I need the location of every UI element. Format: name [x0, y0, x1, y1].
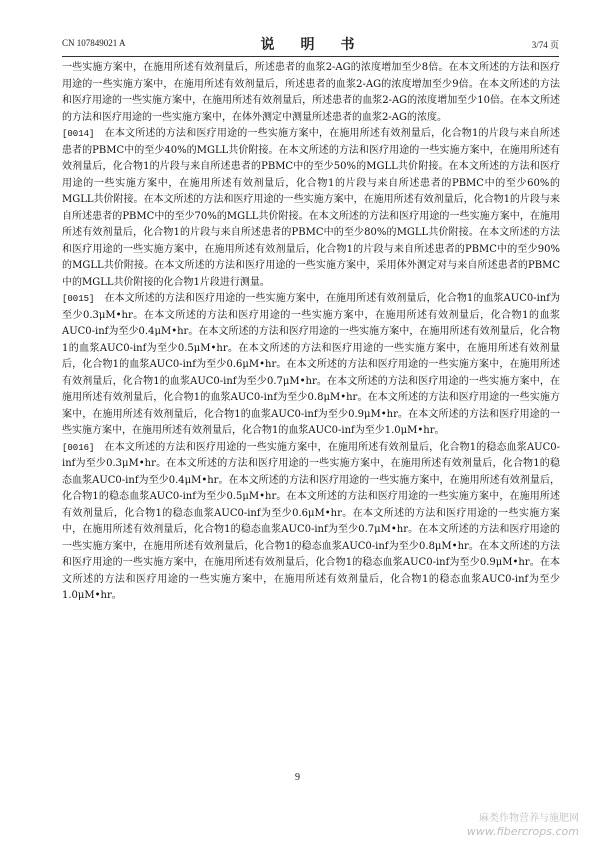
- paragraph-text: 在本文所述的方法和医疗用途的一些实施方案中，在施用所述有效剂量后，化合物1的稳态血浆AUC0-inf为至少0.3μM•hr。在本文所述的方法和医疗用途的一些实施方案中，在施用所述有效剂量后，化合物1的稳态血浆AUC0-inf为至少0.4μM•hr。在本文所述的方法和医疗用途的一些实施方案中，在施用所述有效剂量后，化合物1的稳态血浆AUC0-inf为至少0.5μM•hr。在本文所述的方法和医疗用途的一些实施方案中，在施用所述有效剂量后，化合物1的稳态血浆AUC0-inf为至少0.6μM•hr。在本文所述的方法和医疗用途的一些实施方案中，在施用所述有效剂量后，化合物1的稳态血浆AUC0-inf为至少0.7μM•hr。在本文所述的方法和医疗用途的一些实施方案中，在施用所述有效剂量后，化合物1的稳态血浆AUC0-inf为至少0.8μM•hr。在本文所述的方法和医疗用途的一些实施方案中，在施用所述有效剂量后，化合物1的稳态血浆AUC0-inf为至少0.9μM•hr。在本文所述的方法和医疗用途的一些实施方案中，在施用所述有效剂量后，化合物1的稳态血浆AUC0-inf为至少1.0μM•hr。: [62, 441, 560, 601]
- paragraph-0016: [62, 440, 560, 605]
- paragraph-number: [0016]: [62, 442, 95, 453]
- watermark: [467, 812, 579, 838]
- paragraph-continued: [62, 60, 560, 126]
- paragraph-number: [0014]: [62, 129, 95, 139]
- document-body: [62, 60, 560, 605]
- paragraph-0014: [62, 126, 560, 291]
- paragraph-0015: [62, 291, 560, 440]
- header-divider: [62, 56, 559, 57]
- patent-number: CN 107849021 A: [62, 38, 126, 48]
- watermark-name: 麻类作物营养与施肥网: [479, 813, 579, 824]
- page-header: [62, 34, 559, 52]
- watermark-url: www.fibercrops.com: [466, 825, 579, 838]
- paragraph-text: 一些实施方案中，在施用所述有效剂量后，所述患者的血浆2-AG的浓度增加至少8倍。在本文所述的方法和医疗用途的一些实施方案中，在施用所述有效剂量后，所述患者的血浆2-AG的浓度增加至少9倍。在本文所述的方法和医疗用途的一些实施方案中，在施用所述有效剂量后，所述患者的血浆2-AG的浓度增加至少10倍。在本文所述的方法和医疗用途的一些实施方案中，在体外测定中测量所述患者的血浆2-AG的浓度。: [62, 62, 560, 123]
- page-counter: 3/74 页: [531, 40, 559, 50]
- page-number: 9: [295, 772, 300, 783]
- paragraph-text: 在本文所述的方法和医疗用途的一些实施方案中，在施用所述有效剂量后，化合物1的血浆AUC0-inf为至少0.3μM•hr。在本文所述的方法和医疗用途的一些实施方案中，在施用所述有效剂量后，化合物1的血浆AUC0-inf为至少0.4μM•hr。在本文所述的方法和医疗用途的一些实施方案中，在施用所述有效剂量后，化合物1的血浆AUC0-inf为至少0.5μM•hr。在本文所述的方法和医疗用途的一些实施方案中，在施用所述有效剂量后，化合物1的血浆AUC0-inf为至少0.6μM•hr。在本文所述的方法和医疗用途的一些实施方案中，在施用所述有效剂量后，化合物1的血浆AUC0-inf为至少0.7μM•hr。在本文所述的方法和医疗用途的一些实施方案中，在施用所述有效剂量后，化合物1的血浆AUC0-inf为至少0.8μM•hr。在本文所述的方法和医疗用途的一些实施方案中，在施用所述有效剂量后，化合物1的血浆AUC0-inf为至少0.9μM•hr。在本文所述的方法和医疗用途的一些实施方案中，在施用所述有效剂量后，化合物1的血浆AUC0-inf为至少1.0μM•hr。: [62, 293, 560, 436]
- paragraph-number: [0015]: [62, 294, 95, 304]
- document-title: 说 明 书: [260, 38, 361, 53]
- paragraph-text: 在本文所述的方法和医疗用途的一些实施方案中，在施用所述有效剂量后，化合物1的片段与来自所述患者的PBMC中的至少40%的MGLL共价附接。在本文所述的方法和医疗用途的一些实施方案中，在施用所述有效剂量后，化合物1的片段与来自所述患者的PBMC中的至少50%的MGLL共价附接。在本文所述的方法和医疗用途的一些实施方案中，在施用所述有效剂量后，化合物1的片段与来自所述患者的PBMC中的至少60%的MGLL共价附接。在本文所述的方法和医疗用途的一些实施方案中，在施用所述有效剂量后，化合物1的片段与来自所述患者的PBMC中的至少70%的MGLL共价附接。在本文所述的方法和医疗用途的一些实施方案中，在施用所述有效剂量后，化合物1的片段与来自所述患者的PBMC中的至少80%的MGLL共价附接。在本文所述的方法和医疗用途的一些实施方案中，在施用所述有效剂量后，化合物1的片段与来自所述患者的PBMC中的至少90%的MGLL共价附接。在本文所述的方法和医疗用途的一些实施方案中，采用体外测定对与来自所述患者的PBMC中的MGLL共价附接的化合物1片段进行测量。: [62, 128, 560, 288]
